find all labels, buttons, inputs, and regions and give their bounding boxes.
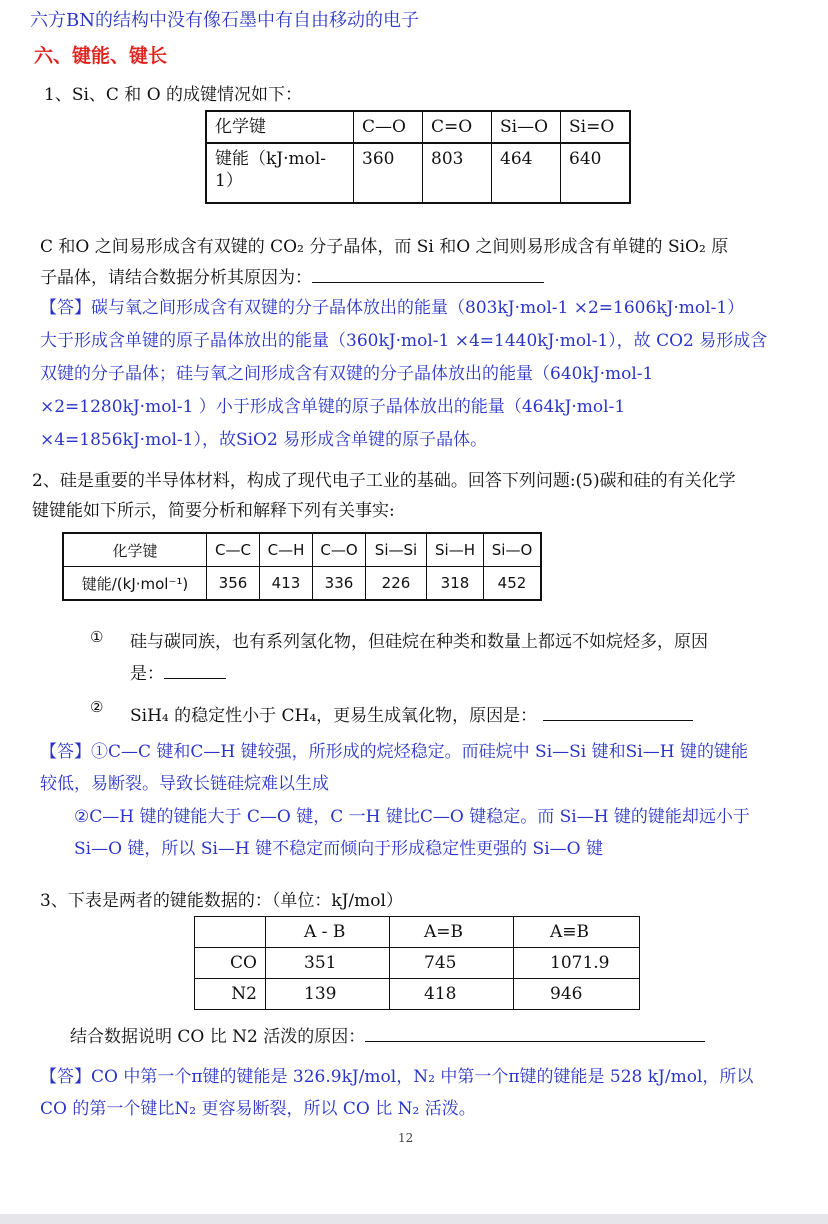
section-title: 六、键能、键长 bbox=[34, 45, 168, 67]
q2-sub1-l2-wrap bbox=[130, 662, 226, 685]
q3-row-n2-val-1: 139 bbox=[266, 979, 390, 1010]
q2-val-4: 318 bbox=[427, 567, 484, 601]
q1-th-2: C=O bbox=[423, 111, 492, 143]
q1-val-2: 464 bbox=[492, 143, 561, 203]
q2-sub2-blank[interactable] bbox=[543, 704, 693, 721]
q1-th-1: C—O bbox=[354, 111, 423, 143]
q2-th-6: Si—O bbox=[484, 533, 542, 567]
q2-answer-l4: Si—O 键，所以 Si—H 键不稳定而倾向于形成稳定性更强的 Si—O 键 bbox=[74, 839, 603, 859]
top-line: 六方BN的结构中没有像石墨中有自由移动的电子 bbox=[30, 10, 419, 31]
page-number: 12 bbox=[398, 1131, 414, 1145]
q1-answer-l4: ×2=1280kJ·mol-1 ）小于形成含单键的原子晶体放出的能量（464kJ·mol-1 bbox=[40, 397, 626, 417]
q2-th-3: C—O bbox=[313, 533, 366, 567]
q3-row-co-label: CO bbox=[195, 948, 266, 979]
q2-sub1-l2: 是： bbox=[130, 664, 164, 684]
q1-th-4: Si=O bbox=[561, 111, 631, 143]
q1-answer-l1: 【答】碳与氧之间形成含有双键的分子晶体放出的能量（803kJ·mol-1 ×2=1606kJ·mol-1） bbox=[40, 298, 745, 318]
q3-th-0 bbox=[195, 917, 266, 948]
q3-answer-l1: 【答】CO 中第一个π键的键能是 326.9kJ/mol，N₂ 中第一个π键的键能是 528 kJ/mol，所以 bbox=[40, 1067, 754, 1087]
q1-answer-l5: ×4=1856kJ·mol-1），故SiO2 易形成含单键的原子晶体。 bbox=[40, 430, 488, 450]
q1-th-0: 化学键 bbox=[206, 111, 354, 143]
q2-sub1-blank[interactable] bbox=[164, 662, 226, 679]
q1-val-1: 803 bbox=[423, 143, 492, 203]
q2-sub2-text: SiH₄ 的稳定性小于 CH₄，更易生成氧化物，原因是： bbox=[130, 706, 538, 726]
q2-bond-table bbox=[62, 532, 542, 601]
q2-answer-l3: ②C—H 键的键能大于 C—O 键，C 一H 键比C—O 键稳定。而 Si—H 键的键能却远小于 bbox=[74, 807, 750, 827]
q1-th-3: Si—O bbox=[492, 111, 561, 143]
q3-th-1: A - B bbox=[266, 917, 390, 948]
q1-intro: 1、Si、C 和 O 的成键情况如下： bbox=[44, 85, 303, 105]
q3-answer-blank[interactable] bbox=[365, 1025, 705, 1042]
q2-intro-l1: 2、硅是重要的半导体材料，构成了现代电子工业的基础。回答下列问题:(5)碳和硅的有关化学 bbox=[32, 471, 736, 491]
q3-row-co-val-3: 1071.9 bbox=[514, 948, 640, 979]
q2-val-3: 226 bbox=[366, 567, 427, 601]
q2-answer-l1: 【答】①C—C 键和C—H 键较强，所形成的烷烃稳定。而硅烷中 Si—Si 键和Si—H 键的键能 bbox=[40, 742, 748, 762]
q2-th-4: Si—Si bbox=[366, 533, 427, 567]
q3-row-co-val-1: 351 bbox=[266, 948, 390, 979]
q1-answer-blank[interactable] bbox=[312, 266, 544, 283]
q3-th-3: A≡B bbox=[514, 917, 640, 948]
q3-row-n2-val-2: 418 bbox=[390, 979, 514, 1010]
q2-answer-l2: 较低，易断裂。导致长链硅烷难以生成 bbox=[40, 774, 329, 794]
q2-th-0: 化学键 bbox=[63, 533, 207, 567]
q3-bond-table bbox=[194, 916, 640, 1010]
q1-row-label: 键能（kJ·mol-1） bbox=[206, 143, 354, 203]
q3-question-wrap bbox=[70, 1025, 705, 1048]
q1-question-l2-wrap bbox=[40, 266, 544, 289]
q1-val-3: 640 bbox=[561, 143, 631, 203]
bottom-scrollbar-track bbox=[0, 1214, 828, 1224]
q2-val-2: 336 bbox=[313, 567, 366, 601]
q3-question: 结合数据说明 CO 比 N2 活泼的原因： bbox=[70, 1027, 366, 1047]
q1-answer-l2: 大于形成含单键的原子晶体放出的能量（360kJ·mol-1 ×4=1440kJ·mol-1），故 CO2 易形成含 bbox=[40, 331, 768, 351]
q2-th-2: C—H bbox=[260, 533, 313, 567]
q1-question-l2: 子晶体，请结合数据分析其原因为： bbox=[40, 268, 312, 288]
q3-th-2: A=B bbox=[390, 917, 514, 948]
q2-sub2-wrap bbox=[130, 704, 693, 727]
q3-row-n2-val-3: 946 bbox=[514, 979, 640, 1010]
q2-sub1-number: ① bbox=[90, 628, 104, 646]
q2-th-1: C—C bbox=[207, 533, 260, 567]
q3-answer-l2: CO 的第一个键比N₂ 更容易断裂，所以 CO 比 N₂ 活泼。 bbox=[40, 1099, 476, 1119]
q2-sub2-number: ② bbox=[90, 698, 104, 716]
q2-intro-l2: 键键能如下所示，简要分析和解释下列有关事实: bbox=[32, 501, 395, 521]
q2-row-label: 键能/(kJ·mol⁻¹) bbox=[63, 567, 207, 601]
q1-question-l1: C 和O 之间易形成含有双键的 CO₂ 分子晶体，而 Si 和O 之间则易形成含有单键的 SiO₂ 原 bbox=[40, 237, 729, 257]
q2-val-0: 356 bbox=[207, 567, 260, 601]
q3-row-n2-label: N2 bbox=[195, 979, 266, 1010]
q2-val-5: 452 bbox=[484, 567, 542, 601]
q1-val-0: 360 bbox=[354, 143, 423, 203]
q3-row-co-val-2: 745 bbox=[390, 948, 514, 979]
q1-answer-l3: 双键的分子晶体；硅与氧之间形成含有双键的分子晶体放出的能量（640kJ·mol-1 bbox=[40, 364, 654, 384]
q3-intro: 3、下表是两者的键能数据的：（单位：kJ/mol） bbox=[40, 891, 403, 911]
q2-sub1-l1: 硅与碳同族，也有系列氢化物，但硅烷在种类和数量上都远不如烷烃多，原因 bbox=[130, 632, 708, 652]
q1-bond-table bbox=[205, 110, 631, 204]
q2-val-1: 413 bbox=[260, 567, 313, 601]
q2-th-5: Si—H bbox=[427, 533, 484, 567]
